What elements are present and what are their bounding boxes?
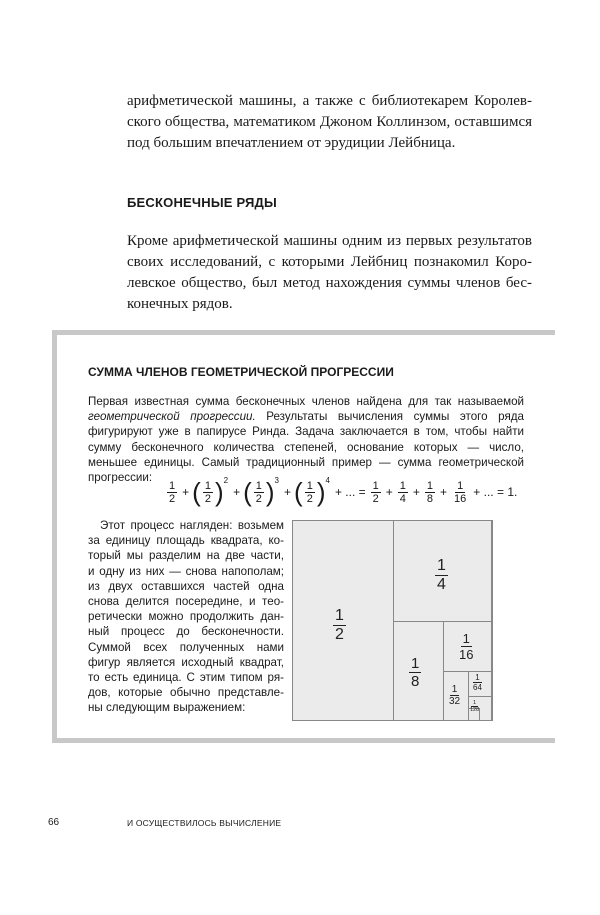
- text-line: снова делится посередине, и тео-: [88, 595, 284, 609]
- denominator: 2: [372, 492, 379, 505]
- numerator: 1: [457, 479, 464, 492]
- denominator: 8: [426, 492, 434, 505]
- denominator: 4: [437, 576, 446, 593]
- right-paren: ): [214, 477, 224, 507]
- exponent: 3: [274, 475, 279, 485]
- numerator: 1: [335, 607, 344, 624]
- label-one-one-twenty-eighth: [468, 700, 481, 713]
- numerator: 1: [462, 631, 470, 646]
- numerator: 1: [399, 479, 406, 492]
- numerator: 1: [204, 479, 211, 492]
- numerator: 1: [306, 479, 313, 492]
- numerator: 1: [372, 479, 379, 492]
- denominator: 16: [454, 492, 467, 505]
- text-line: фигурируют уже в папирусе Ринда. Задача заключается в том, чтобы найти: [88, 425, 524, 439]
- text-span: Результаты вычисления суммы этого ряда: [255, 410, 524, 424]
- denominator: 2: [306, 492, 313, 505]
- fraction-half: [305, 480, 315, 505]
- fraction-half: [167, 480, 177, 505]
- text-line: конечных рядов.: [127, 296, 233, 312]
- text-line: ского общества, математиком Джоном Коллинзом, оставшимся: [127, 114, 532, 130]
- label-one-eighth: [409, 655, 421, 690]
- italic-term: геометрической прогрессии.: [88, 410, 256, 424]
- text-line: то есть единица. С этим типом ря-: [88, 671, 284, 685]
- power-term-3: [243, 475, 279, 507]
- denominator: 4: [399, 492, 406, 505]
- text-line: за единицу площадь квадрата, ко-: [88, 534, 284, 548]
- numerator: 1: [437, 557, 446, 574]
- text-line: арифметической машины, а также с библиотекарем Королев-: [127, 93, 532, 109]
- denominator: 2: [255, 492, 262, 505]
- box-paragraph-1: [88, 394, 524, 485]
- text-line: из двух оставшихся частей одна: [88, 579, 284, 593]
- text-line: фигур является исходный квадрат,: [88, 655, 284, 669]
- text-line: и одну из них — снова напополам;: [88, 564, 284, 578]
- text-line: Суммой всех полученных нами: [88, 640, 284, 654]
- page-number: 66: [48, 817, 60, 828]
- fraction-half: [254, 480, 264, 505]
- denominator: 16: [459, 647, 474, 662]
- fraction-sixteenth: [452, 480, 468, 505]
- text-line: Первая известная сумма бесконечных членов найдена для так называемой: [88, 395, 524, 408]
- denominator: 32: [449, 696, 461, 707]
- text-line: Кроме арифметической машины одним из первых результатов: [127, 233, 532, 249]
- power-term-2: [192, 475, 229, 507]
- denominator: 8: [411, 673, 420, 690]
- fraction-half: [371, 480, 381, 505]
- text-line: под большим впечатлением от эрудиции Лейбница.: [127, 135, 456, 151]
- text-line: ны следующим выражением:: [88, 701, 246, 715]
- label-one-quarter: [435, 557, 448, 594]
- text-line: левское общество, был метод нахождения суммы членов бес-: [127, 275, 532, 291]
- square-division-diagram: [292, 520, 492, 721]
- box-top-border: [52, 330, 555, 335]
- section-heading: БЕСКОНЕЧНЫЕ РЯДЫ: [127, 195, 277, 210]
- plus-sign: +: [412, 485, 420, 499]
- numerator: 1: [475, 673, 480, 682]
- text-line: ный процесс до бесконечности.: [88, 625, 284, 639]
- numerator: 1: [426, 479, 434, 492]
- text-line: своих исследований, с которыми Лейбниц познакомил Коро-: [127, 254, 532, 270]
- numerator: 1: [169, 479, 176, 492]
- denominator: 128: [470, 707, 480, 713]
- text-line: дов, которые обычно представле-: [88, 686, 284, 700]
- plus-sign: +: [182, 485, 190, 499]
- label-one-sixteenth: [457, 631, 475, 662]
- text-line: торый мы разделим на две части,: [88, 549, 284, 563]
- text-line: Этот процесс нагляден: возьмем: [100, 519, 284, 532]
- text-line: [88, 409, 524, 424]
- right-paren: ): [316, 477, 326, 507]
- denominator: 2: [204, 492, 211, 505]
- text-line: меньшее единицы. Самый традиционный пример — сумма геометрической: [88, 455, 524, 469]
- numerator: 1: [473, 700, 477, 706]
- fraction-eighth: [425, 480, 435, 505]
- exponent: 4: [325, 475, 330, 485]
- fraction-quarter: [398, 480, 408, 505]
- box-paragraph-2: [88, 518, 284, 716]
- text-line: прогрессии:: [88, 471, 153, 485]
- label-one-half: [333, 607, 346, 644]
- plus-sign: +: [385, 485, 393, 499]
- ellipsis-equals: + ... =: [334, 485, 366, 499]
- left-paren: (: [294, 477, 303, 507]
- running-title: И ОСУЩЕСТВИЛОСЬ ВЫЧИСЛЕНИЕ: [127, 818, 282, 828]
- plus-sign: +: [284, 485, 292, 499]
- geometric-series-formula: [165, 474, 520, 510]
- label-one-sixty-fourth: [471, 673, 484, 692]
- text-line: сумму бесконечного количества степеней, основание которых — число,: [88, 440, 524, 454]
- plus-sign: +: [440, 485, 448, 499]
- exponent: 2: [223, 475, 229, 485]
- text-line: ретически можно продолжить дан-: [88, 610, 284, 624]
- right-paren: ): [265, 477, 275, 507]
- fraction-half: [203, 480, 213, 505]
- left-paren: (: [192, 477, 201, 507]
- denominator: 64: [473, 683, 482, 692]
- body-paragraph-1: [127, 91, 532, 154]
- body-paragraph-2: [127, 231, 532, 315]
- box-bottom-border: [52, 738, 555, 743]
- series-tail: + ... = 1.: [473, 485, 518, 499]
- left-paren: (: [243, 477, 252, 507]
- numerator: 1: [451, 684, 458, 695]
- denominator: 2: [335, 626, 344, 643]
- plus-sign: +: [233, 485, 241, 499]
- denominator: 2: [169, 492, 176, 505]
- box-heading: СУММА ЧЛЕНОВ ГЕОМЕТРИЧЕСКОЙ ПРОГРЕССИИ: [88, 365, 394, 379]
- label-one-thirty-second: [447, 684, 462, 707]
- numerator: 1: [411, 655, 420, 672]
- power-term-4: [294, 475, 330, 507]
- numerator: 1: [255, 479, 262, 492]
